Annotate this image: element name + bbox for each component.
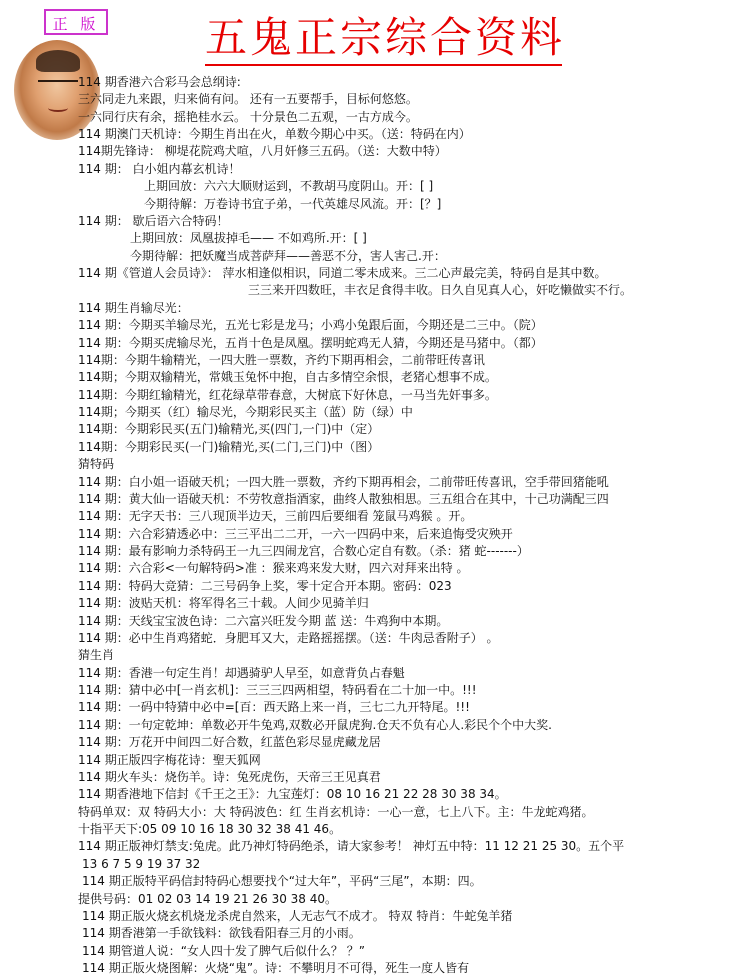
document-line: 114 期《管道人会员诗》： 萍水相逢似相识，同道二零未成来。三二心声最完美，特码自是其中数。 [78, 266, 607, 280]
document-line: 十指平天下:05 09 10 16 18 30 32 38 41 46。 [78, 822, 342, 836]
avatar-hair [36, 50, 80, 72]
document-line: 上期回放：凤凰拔掉毛—— 不如鸡所.开：[ ] [130, 231, 367, 245]
document-line: 114 期：白小姐一语破天机；一四大胜一票数，齐约下期再相会，二前带旺传喜讯，空手带回猪能吼 [78, 475, 609, 489]
avatar-glasses [38, 80, 78, 90]
document-line: 114 期：香港一句定生肖！却遇骑驴人早至，如意背负占春魁 [78, 666, 405, 680]
document-line: 114 期：猜中必中[一肖玄机]：三三三四两相望，特码看在二十加一中。!!! [78, 683, 477, 697]
document-line: 特码单双：双 特码大小：大 特码波色：红 生肖玄机诗：一心一意，七上八下。主：牛龙蛇鸡猪。 [78, 805, 594, 819]
document-line: 114 期：天线宝宝波色诗：二六富兴旺发今期 蓝 送：牛鸡狗中本期。 [78, 614, 449, 628]
document-line: 猜生肖 [78, 648, 115, 662]
document-line: 114期；今期买（红）输尽光，今期彩民买主（蓝）防（绿）中 [78, 405, 413, 419]
document-line: 114期先锋诗： 柳堤花院鸡犬喧，八月奸修三五码。（送：大数中特） [78, 144, 447, 158]
document-line: 114 期管道人说：“女人四十发了脾气后似什么？ ？” [82, 944, 365, 958]
document-line: 114期：今期牛输精光，一四大胜一票数，齐约下期再相会，二前带旺传喜讯 [78, 353, 485, 367]
portrait-icon [14, 40, 100, 140]
document-line: 114 期：一码中特猜中必中=[百：西天路上来一肖，三七二九开特尾。!!! [78, 700, 470, 714]
document-line: 114期：今期红输精光，红花绿草带春意，大树底下好休息，一马当先奸事多。 [78, 388, 497, 402]
document-line: 114 期：今期买羊输尽光，五光七彩是龙马；小鸡小兔跟后面，今期还是二三中。（院） [78, 318, 543, 332]
genuine-badge: 正 版 [44, 9, 108, 35]
document-line: 114 期正版四字梅花诗：聖天狐网 [78, 753, 261, 767]
document-line: 114 期： 白小姐内幕玄机诗！ [78, 162, 241, 176]
document-line: 114 期：波贴天机：将军得名三十载。人间少见骑羊归 [78, 596, 369, 610]
document-line: 114 期：六合彩猜透必中：三三平出二二开，一六一四码中来，后来追悔受灾殃开 [78, 527, 513, 541]
document-line: 114 期：万花开中间四二好合数，红蓝色彩尽显虎藏龙居 [78, 735, 381, 749]
document-line: 114期；今期双输精光，常娥玉兔怀中抱，自古多情空余恨，老猪心想事不成。 [78, 370, 497, 384]
document-line: 今期待解：万卷诗书宜子弟，一代英雄尽风流。开：[？] [144, 197, 442, 211]
document-line: 114 期：一句定乾坤：单数必开牛兔鸡,双数必开鼠虎狗.仓天不负有心人.彩民个个中大奖. [78, 718, 552, 732]
document-line: 114 期正版火烧玄机烧龙杀虎自然来，人无志气不成才。 特双 特肖：牛蛇兔羊猪 [82, 909, 513, 923]
document-line: 114 期香港六合彩马会总纲诗: [78, 75, 241, 89]
document-line: 114 期香港第一手欲钱料：欲钱看阳春三月的小雨。 [82, 926, 361, 940]
avatar-mouth [48, 104, 68, 112]
document-line: 三三来开四数旺，丰衣足食得丰收。日久自见真人心，奸吃懒做实不行。 [248, 283, 633, 297]
document-line: 114 期正版神灯禁支:兔虎。此乃神灯特码绝杀，请大家参考！ 神灯五中特：11 12 21 25 30。五个平 [78, 839, 625, 853]
document-line: 13 6 7 5 9 19 37 32 [82, 857, 201, 871]
document-line: 114期：今期彩民买(一门)输精光,买(二门,三门)中（图） [78, 440, 380, 454]
document-line: 猜特码 [78, 457, 115, 471]
document-line: 114期：今期彩民买(五门)输精光,买(四门,一门)中（定） [78, 422, 380, 436]
document-line: 三六同走九来跟，归来倘有问。 还有一五要帮手，目标何悠悠。 [78, 92, 418, 106]
page-title: 五鬼正宗综合资料 [205, 13, 566, 62]
document-line: 114 期： 歇后语六合特码！ [78, 214, 229, 228]
document-line: 一六同行庆有余，摇艳桂水云。 十分景色二五观，一古方成今。 [78, 110, 418, 124]
document-line: 114 期澳门天机诗：今期生肖出在火，单数今期心中买。（送：特码在内） [78, 127, 471, 141]
document-line: 114 期生肖输尽光： [78, 301, 189, 315]
document-line: 114 期：六合彩<一句解特码>准 ：猴来鸡来发大财，四六对拜来出特 。 [78, 561, 469, 575]
document-line: 上期回放：六六大顺财运到，不教胡马度阴山。开：[ ] [144, 179, 434, 193]
document-line: 今期待解：把妖魔当成菩萨拜——善恶不分，害人害己.开： [130, 249, 446, 263]
document-line: 114 期香港地下信封《千王之王》：九宝莲灯：08 10 16 21 22 28 30 38 34。 [78, 787, 507, 801]
document-line: 114 期：今期买虎输尽光，五肖十色是凤凰。摆明蛇鸡无人猜，今期还是马猪中。（都） [78, 336, 543, 350]
document-line: 114 期火车头：烧伤羊。诗：兔死虎伤，天帝三王见真君 [78, 770, 381, 784]
document-line: 114 期：黄大仙一语破天机：不劳牧意指酒家，曲终人散独相思。三五组合在其中，十己功满配三四 [78, 492, 609, 506]
document-line: 114 期：必中生肖鸡猪蛇．身肥耳又大，走路摇摇摆。（送：牛肉忌香附子） 。 [78, 631, 499, 645]
document-line: 114 期：最有影响力杀特码王一九三四闹龙宫，合数心定自有数。（杀：猪 蛇-------） [78, 544, 529, 558]
document-line: 114 期正版特平码信封特码心想要找个“过大年”，平码“三尾”，本期：四。 [82, 874, 482, 888]
document-line: 114 期正版火烧图解：火烧“鬼”。诗：不攀明月不可得，死生一度人皆有 [82, 961, 470, 975]
document-line: 114 期：特码大竞猜：二三号码争上奖，零十定合开本期。密码：023 [78, 579, 452, 593]
document-line: 提供号码：01 02 03 14 19 21 26 30 38 40。 [78, 892, 338, 906]
title-underline [205, 64, 562, 66]
document-line: 114 期：无字天书：三八现顶半边天，三前四后要细看 笼鼠马鸡猴 。开。 [78, 509, 473, 523]
